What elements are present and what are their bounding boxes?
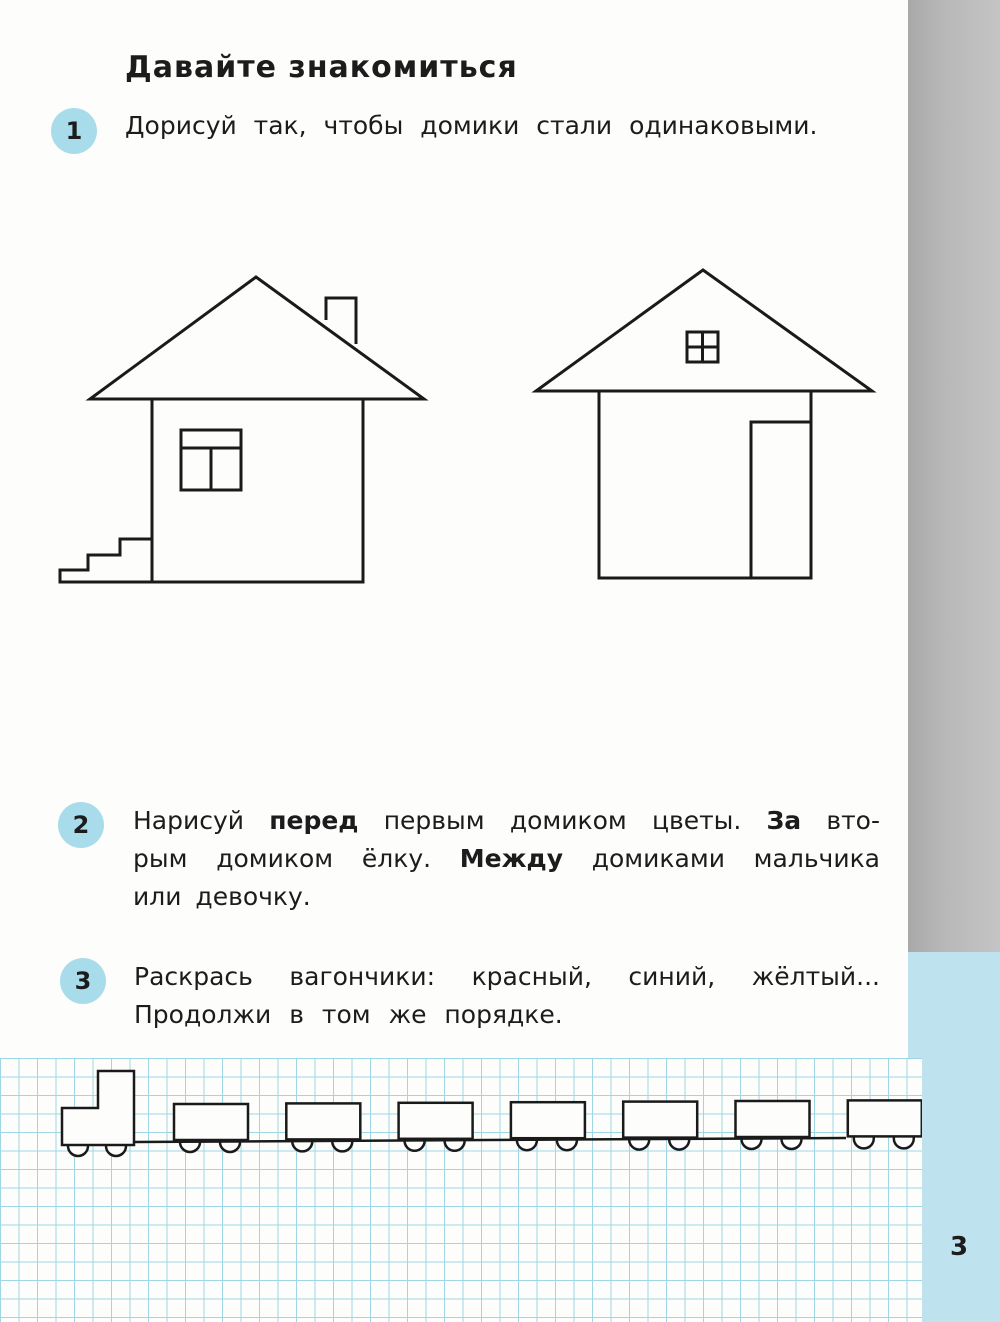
task-2-line-1: Нарисуй перед первым домиком цветы. За вто- [133,806,880,835]
house-1-roof [90,277,424,399]
task-3-line-2: Продолжи в том же порядке. [134,1000,563,1029]
wagon-6 [736,1101,810,1149]
house-2-walls [599,391,811,578]
task-3-line-1: Раскрась вагончики: красный, синий, жёлтый... [134,962,880,991]
task-3-text [134,958,880,1034]
wagon-2 [286,1103,360,1151]
train-drawing [0,1058,922,1178]
locomotive [62,1071,134,1156]
task-2-line-3: или девочку. [133,882,311,911]
task-1-line: Дорисуй так, чтобы домики стали одинаковыми. [125,111,818,140]
house-1-stairs [60,539,152,582]
wagon-4 [511,1102,585,1150]
task-2-line-2: рым домиком ёлку. Между домиками мальчика [133,844,880,873]
houses-drawing [50,260,880,590]
wagon-body [736,1101,810,1137]
task-2-text [133,802,880,916]
wagon-body [848,1100,922,1136]
locomotive-body [62,1071,134,1145]
wagon-7 [848,1100,922,1148]
page-title: Давайте знакомиться [125,50,518,85]
task-1-text [125,107,843,145]
side-strip-gray [908,0,1000,952]
wagon-body [511,1102,585,1138]
house-2-door [751,422,811,578]
wagon-5 [623,1102,697,1150]
wagon-body [399,1103,473,1139]
wagon-body [286,1103,360,1139]
house-1 [60,277,424,582]
task-2-badge: 2 [58,802,104,848]
task-3-badge: 3 [60,958,106,1004]
wagon-body [623,1102,697,1138]
wagon-body [174,1104,248,1140]
house-2 [536,270,872,578]
page-number: 3 [950,1232,969,1262]
wagon-1 [174,1104,248,1152]
wagon-3 [399,1103,473,1151]
task-1-badge: 1 [51,108,97,154]
